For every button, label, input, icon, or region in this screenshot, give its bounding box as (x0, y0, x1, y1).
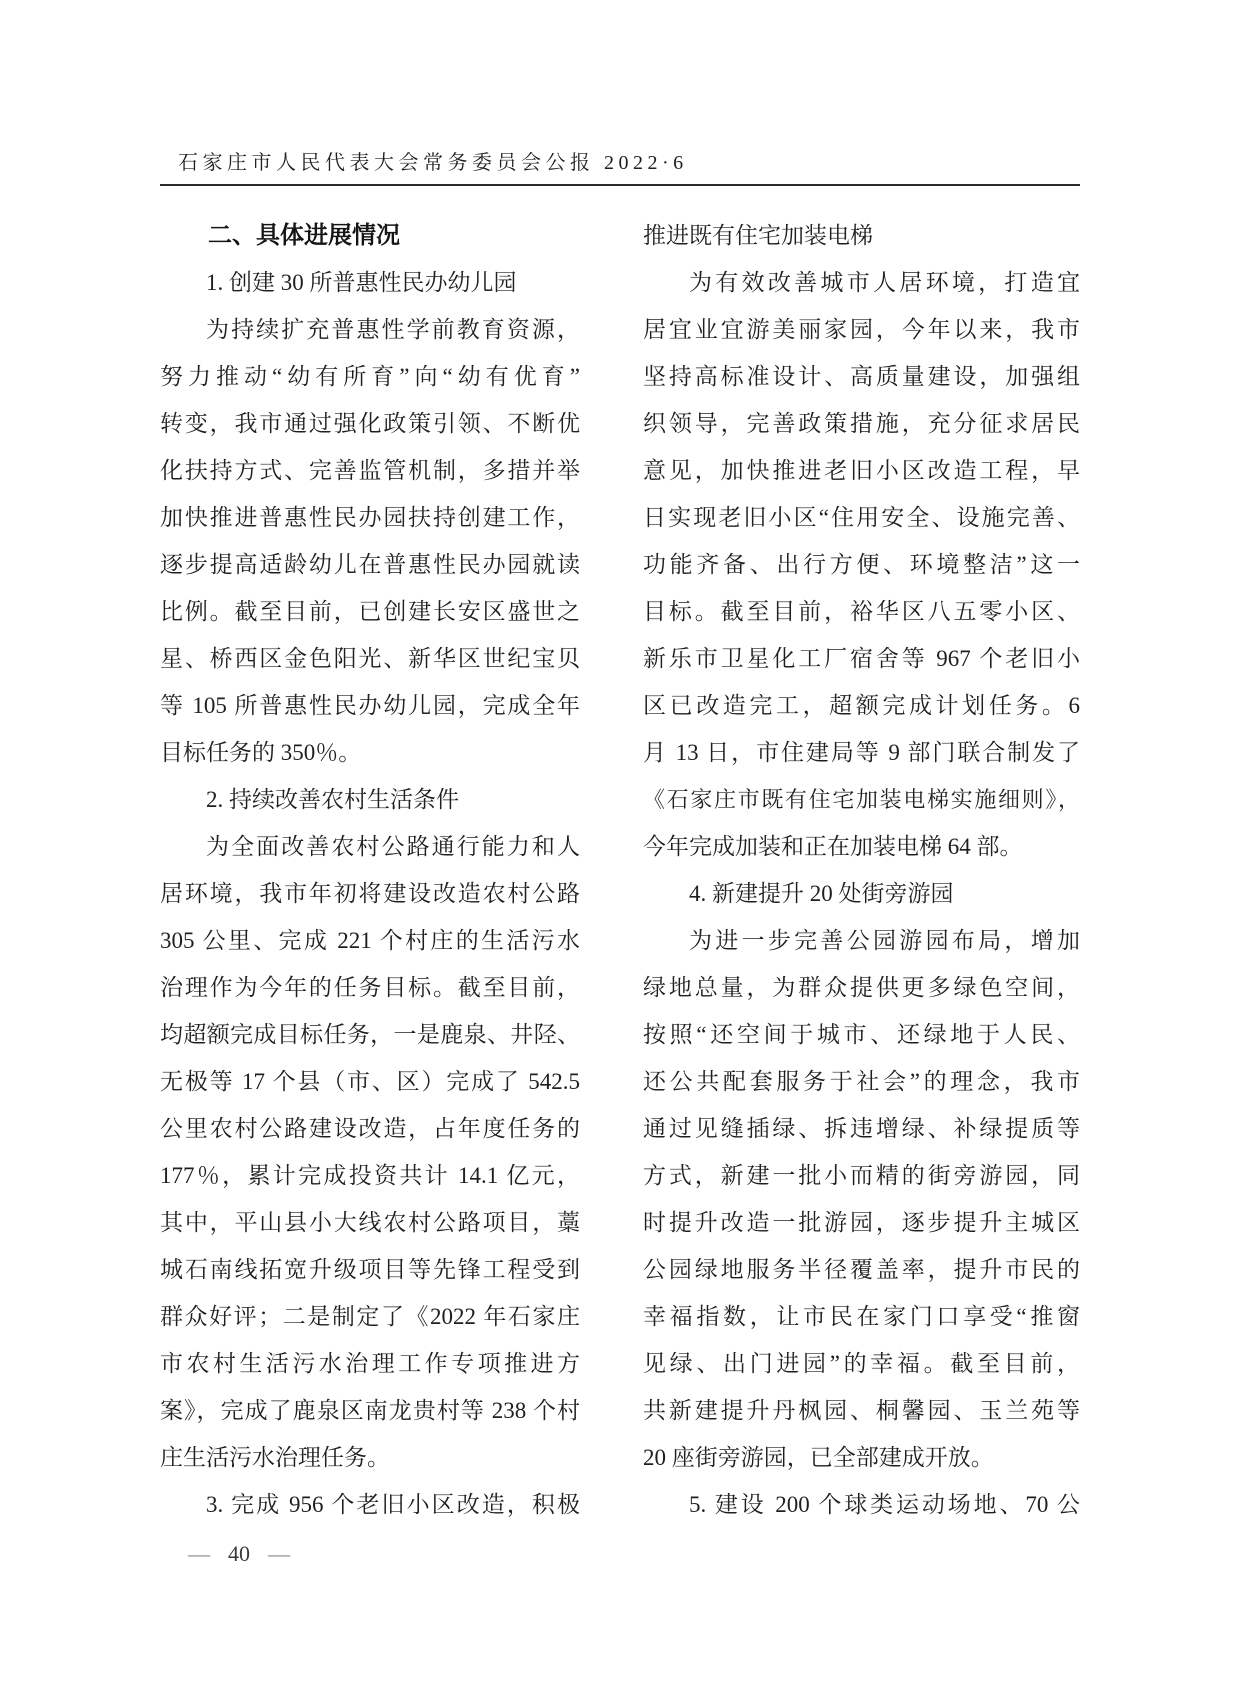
text-line: 时提升改造一批游园，逐步提升主城区 (643, 1210, 1080, 1235)
text-line: 转变，我市通过强化政策引领、不断优 (160, 411, 580, 436)
item-heading: 4. 新建提升 20 处街旁游园 (689, 881, 954, 906)
header-rule (160, 184, 1080, 186)
text-line: 今年完成加装和正在加装电梯 64 部。 (643, 834, 1023, 859)
text-line: 加快推进普惠性民办园扶持创建工作， (160, 505, 580, 530)
text-line: 见绿、出门进园”的幸福。截至目前， (643, 1351, 1080, 1376)
text-line: 居宜业宜游美丽家园，今年以来，我市 (643, 317, 1080, 342)
text-line: 绿地总量，为群众提供更多绿色空间， (643, 975, 1080, 1000)
text-line: 目标。截至目前，裕华区八五零小区、 (643, 599, 1080, 624)
text-line: 方式，新建一批小而精的街旁游园，同 (643, 1163, 1080, 1188)
text-line: 逐步提高适龄幼儿在普惠性民办园就读 (160, 552, 580, 577)
text-line: 案》，完成了鹿泉区南龙贵村等 238 个村 (160, 1398, 580, 1423)
text-line: 无极等 17 个县（市、区）完成了 542.5 (160, 1069, 580, 1094)
text-line: 为全面改善农村公路通行能力和人 (206, 834, 580, 859)
text-line: 功能齐备、出行方便、环境整洁”这一 (643, 552, 1080, 577)
text-line: 比例。截至目前，已创建长安区盛世之 (160, 599, 580, 624)
text-line: 为有效改善城市人居环境，打造宜 (689, 270, 1080, 295)
text-line: 均超额完成目标任务，一是鹿泉、井陉、 (160, 1022, 580, 1047)
text-line: 等 105 所普惠性民办幼儿园，完成全年 (160, 693, 580, 718)
text-line: 市农村生活污水治理工作专项推进方 (160, 1351, 580, 1376)
footer-dash-left: — (188, 1541, 210, 1566)
item-heading: 3. 完成 956 个老旧小区改造，积极 (206, 1492, 580, 1517)
right-column (643, 212, 1080, 1528)
text-line: 居环境，我市年初将建设改造农村公路 (160, 881, 580, 906)
text-line: 公里农村公路建设改造，占年度任务的 (160, 1116, 580, 1141)
text-line: 城石南线拓宽升级项目等先锋工程受到 (160, 1257, 580, 1282)
text-line: 群众好评；二是制定了《2022 年石家庄 (160, 1304, 580, 1329)
text-line: 新乐市卫星化工厂宿舍等 967 个老旧小 (643, 646, 1080, 671)
item-heading: 1. 创建 30 所普惠性民办幼儿园 (206, 270, 517, 295)
section-heading: 二、具体进展情况 (208, 222, 400, 249)
text-line: 庄生活污水治理任务。 (160, 1445, 390, 1470)
text-line: 治理作为今年的任务目标。截至目前， (160, 975, 580, 1000)
text-line: 意见，加快推进老旧小区改造工程，早 (643, 458, 1080, 483)
text-line: 《石家庄市既有住宅加装电梯实施细则》， (643, 787, 1080, 812)
text-line: 星、桥西区金色阳光、新华区世纪宝贝 (160, 646, 580, 671)
text-line: 20 座街旁游园，已全部建成开放。 (643, 1445, 994, 1470)
text-line: 其中，平山县小大线农村公路项目，藁 (160, 1210, 580, 1235)
text-line: 公园绿地服务半径覆盖率，提升市民的 (643, 1257, 1080, 1282)
text-line: 目标任务的 350％。 (160, 740, 362, 765)
text-line: 努力推动“幼有所育”向“幼有优育” (160, 364, 580, 389)
text-line: 幸福指数，让市民在家门口享受“推窗 (643, 1304, 1080, 1329)
text-line: 织领导，完善政策措施，充分征求居民 (643, 411, 1080, 436)
left-column (160, 212, 580, 1528)
text-line: 为持续扩充普惠性学前教育资源， (206, 317, 580, 342)
text-line: 区已改造完工，超额完成计划任务。6 (643, 693, 1080, 718)
page-number: 40 (228, 1541, 250, 1566)
text-line: 还公共配套服务于社会”的理念，我市 (643, 1069, 1080, 1094)
text-line: 305 公里、完成 221 个村庄的生活污水 (160, 928, 580, 953)
text-line: 为进一步完善公园游园布局，增加 (689, 928, 1080, 953)
text-line: 共新建提升丹枫园、桐馨园、玉兰苑等 (643, 1398, 1080, 1423)
text-line: 月 13 日，市住建局等 9 部门联合制发了 (643, 740, 1080, 765)
item-heading-continued: 推进既有住宅加装电梯 (643, 223, 873, 248)
item-heading: 2. 持续改善农村生活条件 (206, 787, 459, 812)
page-header: 石家庄市人民代表大会常务委员会公报 2022·6 (178, 152, 688, 174)
text-line: 按照“还空间于城市、还绿地于人民、 (643, 1022, 1080, 1047)
text-line: 177％，累计完成投资共计 14.1 亿元， (160, 1163, 580, 1188)
page-footer (188, 1541, 290, 1567)
text-line: 坚持高标准设计、高质量建设，加强组 (643, 364, 1080, 389)
text-line: 化扶持方式、完善监管机制，多措并举 (160, 458, 580, 483)
text-line: 通过见缝插绿、拆违增绿、补绿提质等 (643, 1116, 1080, 1141)
footer-dash-right: — (268, 1541, 290, 1566)
text-line: 日实现老旧小区“住用安全、设施完善、 (643, 505, 1080, 530)
item-heading: 5. 建设 200 个球类运动场地、70 公 (689, 1492, 1080, 1517)
